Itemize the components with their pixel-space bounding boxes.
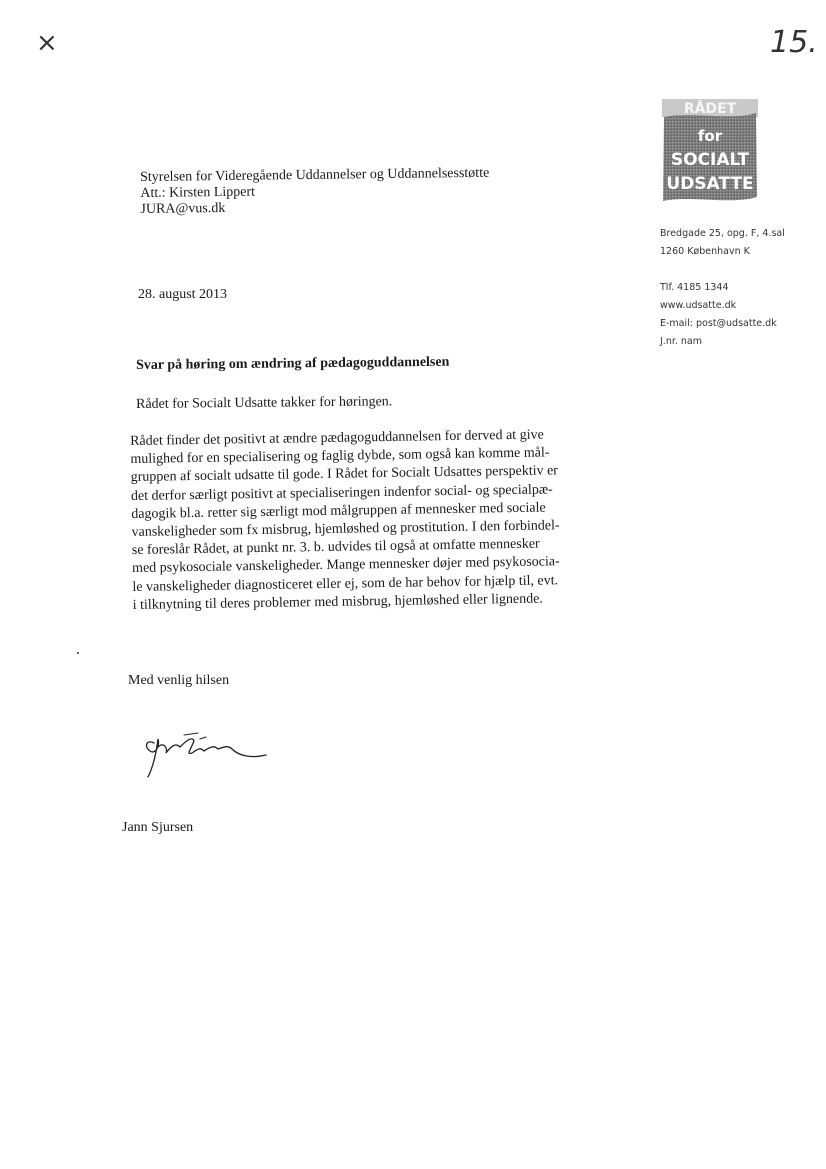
recipient-attention: Att.: Kirsten Lippert	[140, 184, 256, 201]
sender-email: E-mail: post@udsatte.dk	[660, 318, 777, 329]
logo-udsatte-text: UDSATTE	[666, 174, 754, 194]
handwritten-x-mark: ×	[36, 28, 58, 58]
letter-closing: Med venlig hilsen	[128, 673, 230, 688]
body-line: gruppen af socialt udsatte til gode. I Rådet for Socialt Udsattes perspektiv er	[130, 463, 559, 486]
body-line: se foreslår Rådet, at punkt nr. 3. b. udvides til også at omfatte mennesker	[131, 536, 540, 559]
sender-address-line2: 1260 København K	[660, 246, 750, 257]
body-line: Rådet finder det positivt at ændre pædagoguddannelsen for derved at give	[130, 427, 544, 449]
letter-subject: Svar på høring om ændring af pædagoguddannelsen	[136, 354, 450, 373]
spacer	[660, 261, 785, 279]
sender-phone: Tlf. 4185 1344	[660, 282, 729, 293]
letter-body	[130, 426, 593, 615]
letter-date: 28. august 2013	[138, 287, 228, 302]
body-line: med psykosociale vanskeligheder. Mange mennesker døjer med psykosocia-	[132, 554, 560, 577]
recipient-block	[140, 166, 490, 218]
logo-top-text: RÅDET	[683, 101, 737, 117]
signer-name: Jann Sjursen	[122, 820, 194, 835]
logo-socialt-text: SOCIALT	[670, 150, 750, 170]
recipient-email: JURA@vus.dk	[140, 200, 226, 217]
handwritten-page-number: 15.	[770, 25, 818, 60]
body-line: det derfor særligt positivt at specialiseringen indenfor social- og specialpæ-	[130, 481, 553, 504]
sender-address-line1: Bredgade 25, opg. F, 4.sal	[660, 228, 785, 239]
scan-speck	[77, 652, 79, 654]
organization-logo	[660, 97, 760, 215]
logo-for-text: for	[697, 127, 723, 145]
sender-reference: J.nr. nam	[660, 336, 703, 347]
handwritten-signature	[140, 725, 280, 785]
body-line: i tilknytning til deres problemer med misbrug, hjemløshed eller lignende.	[132, 591, 543, 613]
sender-website: www.udsatte.dk	[660, 300, 737, 311]
body-line: vanskeligheder som fx misbrug, hjemløshed og prostitution. I den forbindel-	[131, 518, 560, 541]
body-line: dagogik bl.a. retter sig særligt mod målgruppen af mennesker med sociale	[131, 500, 546, 522]
sender-info	[660, 225, 785, 351]
recipient-name: Styrelsen for Videregående Uddannelser og Uddannelsesstøtte	[140, 165, 490, 185]
body-line: le vanskeligheder diagnosticeret eller ej, som de har behov for hjælp til, evt.	[132, 572, 559, 595]
body-line: mulighed for en specialisering og faglig dybde, som også kan komme mål-	[130, 445, 550, 468]
letter-intro: Rådet for Socialt Udsatte takker for høringen.	[136, 394, 393, 412]
